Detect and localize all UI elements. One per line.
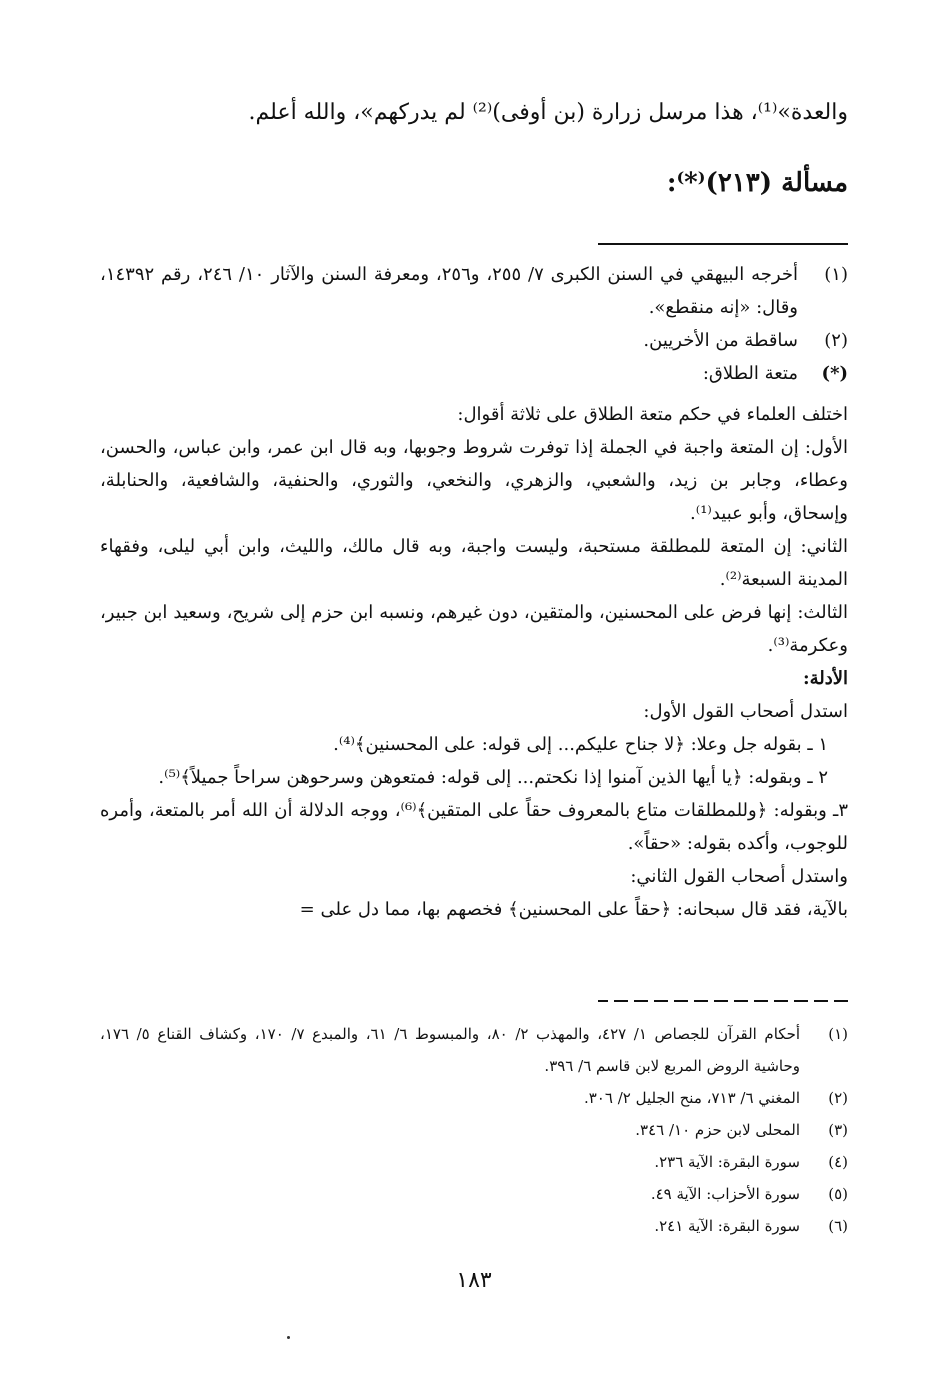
- opinion-third: الثالث: إنها فرض على المحسنين، والمتقين، دون غيرهم، ونسبه ابن حزم إلى شريح، وسعيد ابن جبير، وعكرمة⁽³⁾.: [100, 602, 848, 656]
- star-footnote-body: [100, 398, 848, 926]
- footnote-number: (٣): [828, 1121, 848, 1139]
- body-paragraph: استدل أصحاب القول الأول:: [643, 701, 848, 722]
- lower-footnotes: [100, 1018, 848, 1242]
- footnote-separator: [598, 243, 848, 245]
- footnote-star: [100, 357, 848, 390]
- footnote-text: سورة البقرة: الآية ٢٤١.: [654, 1217, 800, 1235]
- footnote-text: أخرجه البيهقي في السنن الكبرى ٧/ ٢٥٥، و٢٥٦، ومعرفة السنن والآثار ١٠/ ٢٤٦، رقم ١٤٣٩٢، وقال: «إنه منقطع».: [100, 264, 798, 318]
- lower-footnote-1: [100, 1018, 848, 1082]
- evidence-item-2: ٢ ـ وبقوله: ﴿يا أيها الذين آمنوا إذا نكحتم... إلى قوله: فمتعوهن وسرحوهن سراحاً جميلاً﴾⁽⁵⁾.: [158, 767, 828, 788]
- footnote-number: (١): [824, 264, 848, 285]
- footnote-text: أحكام القرآن للجصاص ١/ ٤٢٧، والمهذب ٢/ ٨٠، والمبسوط ٦/ ٦١، والمبدع ٧/ ١٧٠، وكشاف القناع ٥/ ١٧٦، وحاشية الروض المربع لابن قاسم ٦/ ٣٩٦.: [100, 1025, 801, 1075]
- scan-speck: [287, 1336, 290, 1339]
- opinion-first: الأول: إن المتعة واجبة في الجملة إذا توفرت شروط وجوبها، وبه قال ابن عمر، وابن عباس، والحسن، وعطاء، وجابر بن زيد، والشعبي، والزهري، والنخعي، والثوري، والحنفية، والشافعية، والحنابلة، وإسحاق، وأبو عبيد⁽¹⁾.: [100, 437, 848, 524]
- footnote-number: (*): [821, 363, 848, 384]
- lower-footnote-4: [100, 1146, 848, 1178]
- footnote-text: سورة البقرة: الآية ٢٣٦.: [654, 1153, 800, 1171]
- footnote-number: (٢): [828, 1089, 848, 1107]
- footnote-dashed-separator: [598, 1000, 848, 1002]
- evidence-heading: الأدلة:: [802, 668, 848, 689]
- lower-footnote-2: [100, 1082, 848, 1114]
- footnote-2: [100, 324, 848, 357]
- issue-heading: مسألة (٢١٣)⁽*⁾:: [666, 168, 848, 198]
- footnote-1: [100, 258, 848, 324]
- footnote-number: (١): [828, 1025, 848, 1043]
- lower-footnote-6: [100, 1210, 848, 1242]
- footnote-text: متعة الطلاق:: [702, 363, 798, 384]
- footnote-number: (٤): [828, 1153, 848, 1171]
- footnote-number: (٦): [828, 1217, 848, 1235]
- opinion-second: الثاني: إن المتعة للمطلقة مستحبة، وليست واجبة، وبه قال مالك، والليث، وابن أبي ليلى، وفقهاء المدينة السبعة⁽²⁾.: [100, 536, 848, 590]
- body-paragraph: واستدل أصحاب القول الثاني:: [630, 866, 848, 887]
- body-paragraph: اختلف العلماء في حكم متعة الطلاق على ثلاثة أقوال:: [457, 404, 848, 425]
- page-number: ١٨٣: [456, 1268, 492, 1293]
- top-text-line: والعدة»⁽¹⁾، هذا مرسل زرارة (بن أوفى)⁽²⁾ لم يدركهم»، والله أعلم.: [248, 100, 848, 125]
- lower-footnote-3: [100, 1114, 848, 1146]
- footnote-text: ساقطة من الأخريين.: [643, 330, 798, 351]
- evidence-item-1: ١ ـ بقوله جل وعلا: ﴿لا جناح عليكم... إلى قوله: على المحسنين﴾⁽⁴⁾.: [333, 734, 828, 755]
- footnote-number: (٢): [824, 330, 848, 351]
- evidence-item-3: ٣ـ وبقوله: ﴿وللمطلقات متاع بالمعروف حقاً على المتقين﴾⁽⁶⁾، ووجه الدلالة أن الله أمر بالمتعة، وأمره للوجوب، وأكده بقوله: «حقاً».: [100, 800, 849, 854]
- footnote-text: المحلى لابن حزم ١٠/ ٣٤٦.: [635, 1121, 800, 1139]
- footnote-text: المغني ٦/ ٧١٣، منح الجليل ٢/ ٣٠٦.: [583, 1089, 800, 1107]
- footnote-number: (٥): [828, 1185, 848, 1203]
- body-paragraph-continued: بالآية، فقد قال سبحانه: ﴿حقاً على المحسنين﴾ فخصهم بها، مما دل على =: [299, 899, 848, 920]
- upper-footnotes: [100, 258, 848, 390]
- lower-footnote-5: [100, 1178, 848, 1210]
- footnote-text: سورة الأحزاب: الآية ٤٩.: [650, 1185, 800, 1203]
